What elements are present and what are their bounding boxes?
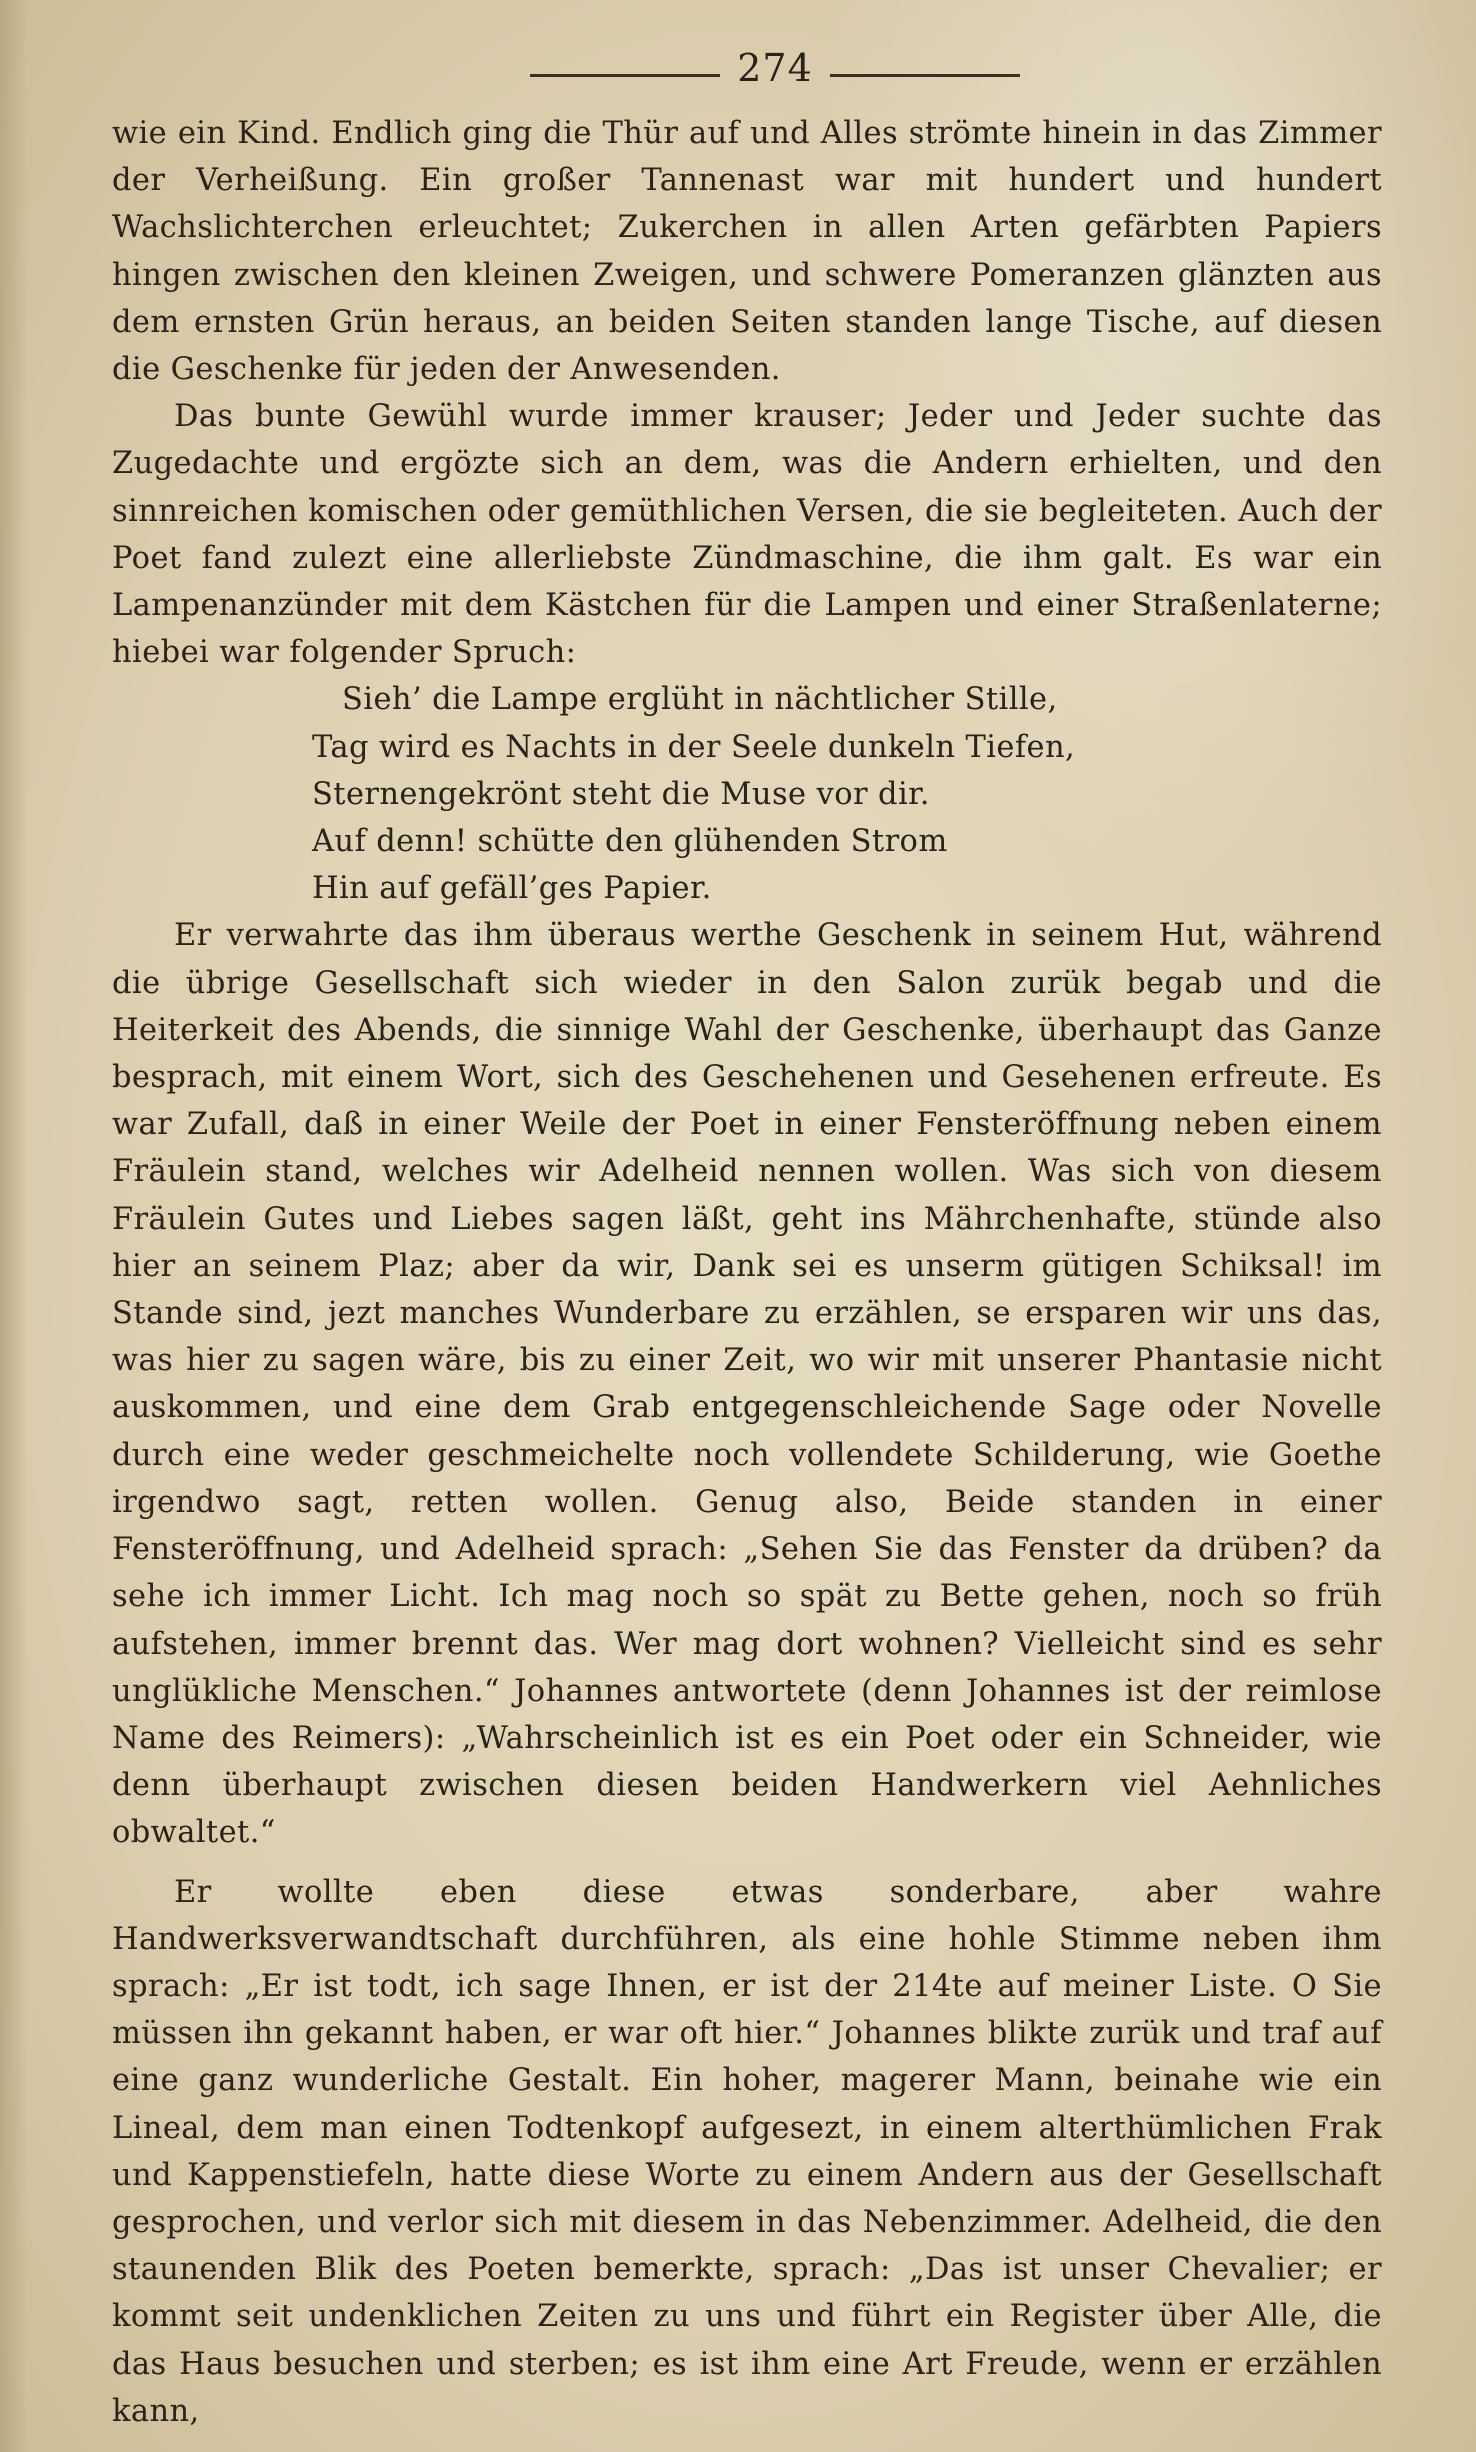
paragraph-2: Das bunte Gewühl wurde immer krauser; Jeder und Jeder suchte das Zugedachte und ergözte sich an dem, was die Andern erhielten, und den sinnreichen komischen oder gemüthlichen Versen, die sie begleiteten. Auch der Poet fand zulezt eine allerliebste Zündmaschine, die ihm galt. Es war ein Lampenanzünder mit dem Kästchen für die Lampen und einer Straßenlaterne; hiebei war folgender Spruch: bbox=[112, 399, 1382, 671]
page-spine-shadow bbox=[0, 0, 28, 2452]
poem-verse bbox=[312, 676, 1382, 912]
poem-line: Sternengekrönt steht die Muse vor dir. bbox=[312, 776, 930, 812]
poem-line: Auf denn! schütte den glühenden Strom bbox=[312, 824, 948, 860]
paragraph-3: Er verwahrte das ihm überaus werthe Geschenk in seinem Hut, während die übrige Gesellschaft sich wieder in den Salon zurük begab und die Heiterkeit des Abends, die sinnige Wahl der Geschenke, überhaupt das Ganze besprach, mit einem Wort, sich des Geschehenen und Gesehenen erfreute. Es war Zufall, daß in einer Weile der Poet in einer Fensteröffnung neben einem Fräulein stand, welches wir Adelheid nennen wollen. Was sich von diesem Fräulein Gutes und Liebes sagen läßt, geht ins Mährchenhafte, stünde also hier an seinem Plaz; aber da wir, Dank sei es unserm gütigen Schiksal! im Stande sind, jezt manches Wunderbare zu erzählen, se ersparen wir uns das, was hier zu sagen wäre, bis zu einer Zeit, wo wir mit unserer Phantasie nicht auskommen, und eine dem Grab entgegenschleichende Sage oder Novelle durch eine weder geschmeichelte noch vollendete Schilderung, wie Goethe irgendwo sagt, retten wollen. Genug also, Beide standen in einer Fensteröffnung, und Adelheid sprach: „Sehen Sie das Fenster da drüben? da sehe ich immer Licht. Ich mag noch so spät zu Bette gehen, noch so früh aufstehen, immer brennt das. Wer mag dort wohnen? Vielleicht sind es sehr unglükliche Menschen.“ Johannes antwortete (denn Johannes ist der reimlose Name des Reimers): „Wahrscheinlich ist es ein Poet oder ein Schneider, wie denn überhaupt zwischen diesen beiden Handwerkern viel Aehnliches obwaltet.“ bbox=[112, 918, 1382, 1851]
page-number: 274 bbox=[737, 46, 813, 90]
paragraph-4: Er wollte eben diese etwas sonderbare, aber wahre Handwerksverwandtschaft durchführen, als eine hohle Stimme neben ihm sprach: „Er ist todt, ich sage Ihnen, er ist der 214te auf meiner Liste. O Sie müssen ihn gekannt haben, er war oft hier.“ Johannes blikte zurük und traf auf eine ganz wunderliche Gestalt. Ein hoher, magerer Mann, beinahe wie ein Lineal, dem man einen Todtenkopf aufgesezt, in einem alterthümlichen Frak und Kappenstiefeln, hatte diese Worte zu einem Andern aus der Gesellschaft gesprochen, und verlor sich mit diesem in das Nebenzimmer. Adelheid, die den staunenden Blik des Poeten bemerkte, sprach: „Das ist unser Chevalier; er kommt seit undenklichen Zeiten zu uns und führt ein Register über Alle, die das Haus besuchen und sterben; es ist ihm eine Art Freude, wenn er erzählen kann, bbox=[112, 1874, 1382, 2429]
poem-line: Sieh’ die Lampe erglüht in nächtlicher Stille, bbox=[342, 682, 1058, 718]
page-header bbox=[0, 46, 1476, 96]
paragraph-1: wie ein Kind. Endlich ging die Thür auf und Alles strömte hinein in das Zimmer der Verheißung. Ein großer Tannenast war mit hundert und hundert Wachslichterchen erleuchtet; Zukerchen in allen Arten gefärbten Papiers hingen zwischen den kleinen Zweigen, und schwere Pomeranzen glänzten aus dem ernsten Grün heraus, an beiden Seiten standen lange Tische, auf diesen die Geschenke für jeden der Anwesenden. bbox=[112, 116, 1382, 388]
poem-line: Hin auf gefäll’ges Papier. bbox=[312, 871, 712, 907]
header-rule-right bbox=[830, 74, 1020, 77]
poem-line: Tag wird es Nachts in der Seele dunkeln Tiefen, bbox=[312, 729, 1076, 765]
page-body bbox=[112, 110, 1382, 2435]
header-rule-left bbox=[530, 74, 720, 77]
